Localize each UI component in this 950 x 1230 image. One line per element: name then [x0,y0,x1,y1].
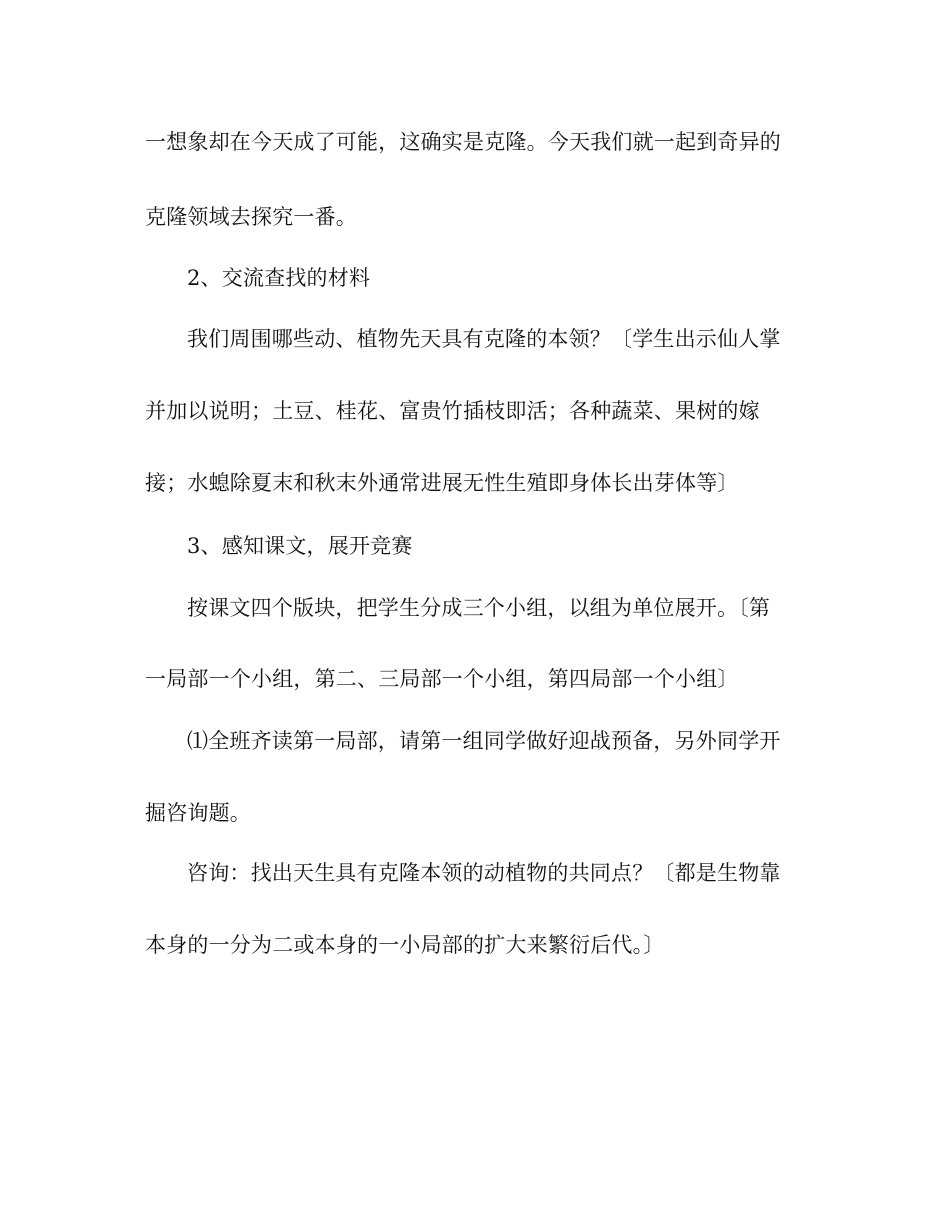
paragraph-line: 本身的一分为二或本身的一小局部的扩大来繁衍后代。〕 [145,933,665,957]
section-heading: 3、感知课文，展开竞赛 [187,534,413,558]
section-heading: 2、交流查找的材料 [187,266,371,290]
paragraph-line: 接；水螅除夏末和秋末外通常进展无性生殖即身体长出芽体等〕 [145,471,739,495]
paragraph-line: ⑴全班齐读第一局部，请第一组同学做好迎战预备，另外同学开 [187,729,781,753]
paragraph-line: 掘咨询题。 [145,801,251,825]
paragraph-line: 并加以说明；土豆、桂花、富贵竹插枝即活；各种蔬菜、果树的嫁 [145,399,760,423]
paragraph-line: 我们周围哪些动、植物先天具有克隆的本领？〔学生出示仙人掌 [187,327,781,351]
paragraph-line: 一想象却在今天成了可能，这确实是克隆。今天我们就一起到奇异的 [145,130,781,154]
paragraph-line: 咨询：找出天生具有克隆本领的动植物的共同点？〔都是生物靠 [187,861,781,885]
paragraph-line: 按课文四个版块，把学生分成三个小组，以组为单位展开。〔第 [187,596,771,620]
paragraph-line: 克隆领域去探究一番。 [145,205,357,229]
paragraph-line: 一局部一个小组，第二、三局部一个小组，第四局部一个小组〕 [145,667,739,691]
